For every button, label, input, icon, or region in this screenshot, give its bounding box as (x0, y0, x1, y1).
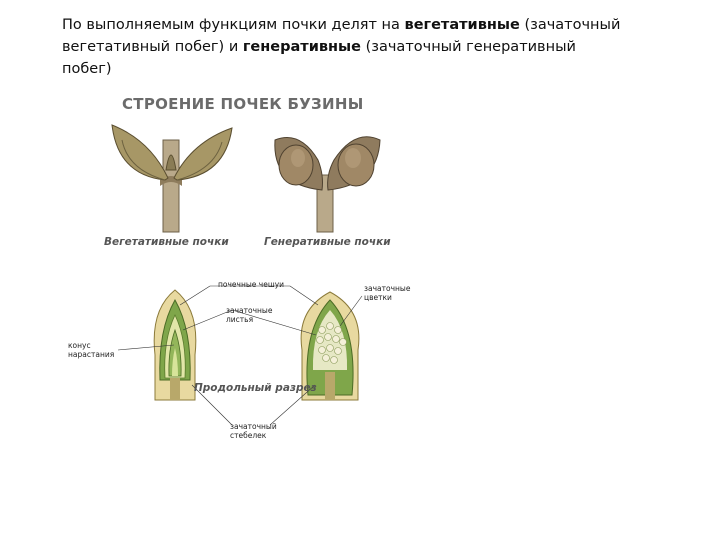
intro-text-3: (зачаточный генеративный побег) (62, 39, 576, 77)
intro-text-2: (зачаточный вегетативный побег) и (62, 17, 621, 55)
vegetative-section-drawing (154, 290, 196, 400)
label-scales: почечные чешуи (218, 280, 285, 289)
caption-generative: Генеративные почки (264, 236, 391, 248)
figure-title: СТРОЕНИЕ ПОЧЕК БУЗИНЫ (122, 95, 364, 113)
label-flowers: зачаточные цветки (364, 284, 411, 302)
term-generative: генеративные (242, 39, 361, 55)
intro-text-1: По выполняемым функциям почки делят на (62, 17, 405, 33)
label-stem: зачаточный стебелек (230, 422, 277, 440)
label-leaves: зачаточные листья (226, 306, 273, 324)
label-cone: конус нарастания (68, 341, 115, 359)
generative-buds-drawing (275, 137, 380, 232)
section-label: Продольный разрез (194, 382, 317, 394)
vegetative-buds-drawing (112, 125, 232, 232)
caption-vegetative: Вегетативные почки (104, 236, 229, 248)
term-vegetative: вегетативные (404, 17, 520, 33)
